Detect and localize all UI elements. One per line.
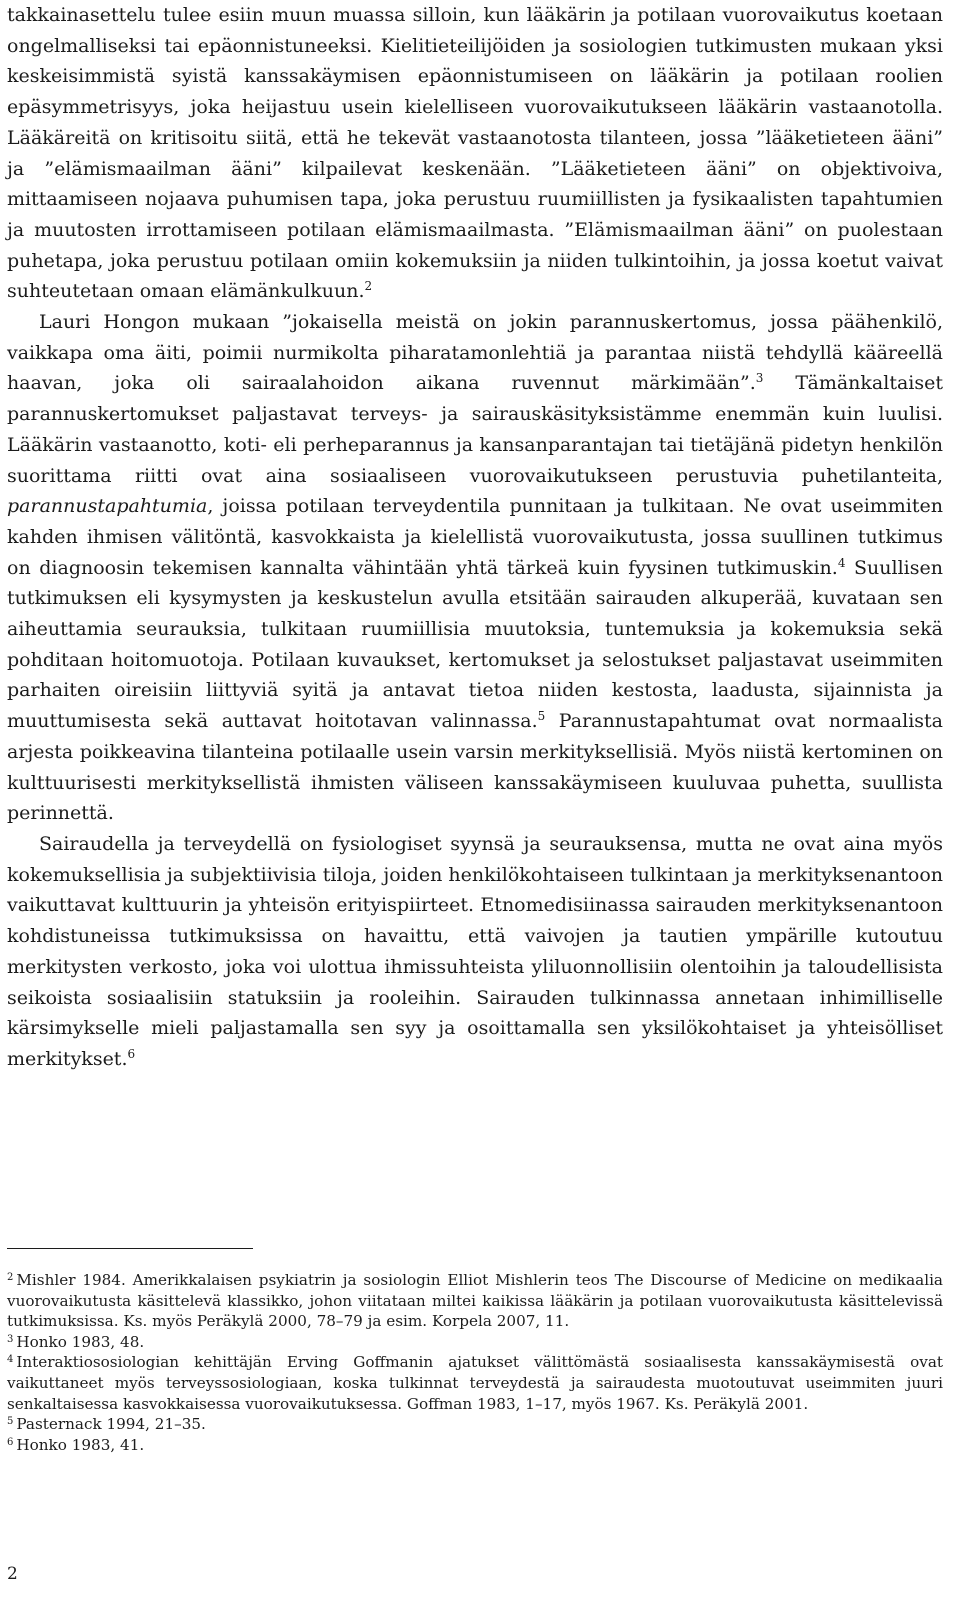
footnote-ref-5: 5 xyxy=(537,709,546,724)
footnote-2 xyxy=(7,1270,943,1332)
footnote-number: 6 xyxy=(7,1436,14,1448)
footnote-ref-3: 3 xyxy=(755,371,764,386)
footnote-text: Interaktiososiologian kehittäjän Erving Goffmanin ajatukset välittömästä sosiaalisesta kanssakäymisestä ovat vaikuttaneet myös terveyssosiologiaan, koska tulkinnat terveydestä ja sairaudesta muotoutuvat useimmiten juuri senkaltaisessa kasvokkaisessa vuorovaikutuksessa. Goffman 1983, 1–17, myös 1967. Ks. Peräkylä 2001. xyxy=(7,1353,943,1413)
footnote-text: Honko 1983, 48. xyxy=(16,1332,145,1351)
body-text xyxy=(7,0,943,1075)
paragraph-3 xyxy=(7,829,943,1075)
footnote-3 xyxy=(7,1332,943,1353)
footnote-number: 3 xyxy=(7,1333,14,1345)
footnote-number: 4 xyxy=(7,1354,14,1366)
footnote-text: Pasternack 1994, 21–35. xyxy=(16,1415,206,1434)
page-number: 2 xyxy=(7,1564,18,1584)
paragraph-3-text: Sairaudella ja terveydellä on fysiologiset syynsä ja seurauksensa, mutta ne ovat aina myös kokemuksellisia ja subjektiivisia tiloja, joiden henkilökohtaiseen tulkintaan ja merkityksenantoon vaikuttavat kulttuurin ja yhteisön erityispiirteet. Etnomedisiinassa sairauden merkityksenantoon kohdistuneissa tutkimuksissa on havaittu, että vaivojen ja tautien ympärille kutoutuu merkitysten verkosto, joka voi ulottua ihmissuhteista yliluonnollisiin olentoihin ja taloudellisista seikoista sosiaalisiin statuksiin ja rooleihin. Sairauden tulkinnassa annetaan inhimilliselle kärsimykselle mieli paljastamalla sen syy ja osoittamalla sen yksilökohtaiset ja yhteisölliset merkitykset. xyxy=(7,832,943,1070)
footnote-ref-6: 6 xyxy=(127,1046,136,1061)
paragraph-1-text: takkainasettelu tulee esiin muun muassa silloin, kun lääkärin ja potilaan vuorovaikutus koetaan ongelmalliseksi tai epäonnistuneeksi. Kielitieteilijöiden ja sosiologien tutkimusten mukaan yksi keskeisimmistä syistä kanssakäymisen epäonnistumiseen on lääkärin ja potilaan roolien epäsymmetrisyys, joka heijastuu usein kielelliseen vuorovaikutukseen lääkärin vastaanotolla. Lääkäreitä on kritisoitu siitä, että he tekevät vastaanotosta tilanteen, jossa ”lääketieteen ääni” ja ”elämismaailman ääni” kilpailevat keskenään. ”Lääketieteen ääni” on objektivoiva, mittaamiseen nojaava puhumisen tapa, joka perustuu ruumiillisten ja fysikaalisten tapahtumien ja muutosten irrottamiseen potilaan elämismaailmasta. ”Elämismaailman ääni” on puolestaan puhetapa, joka perustuu potilaan omiin kokemuksiin ja niiden tulkintoihin, ja jossa koetut vaivat suhteutetaan omaan elämänkulkuun. xyxy=(7,4,943,303)
footnote-5 xyxy=(7,1414,943,1435)
footnote-ref-2: 2 xyxy=(364,279,373,294)
footnote-4 xyxy=(7,1352,943,1414)
paragraph-2-text-c: , joissa potilaan terveydentila punnitaan ja tulkitaan. Ne ovat useimmiten kahden ihmisen välitöntä, kasvokkaista ja kielellistä vuorovaikutusta, jossa suullinen tutkimus on diagnoosin tekemisen kannalta vähintään yhtä tärkeä kuin fyysinen tutkimuskin. xyxy=(7,495,943,579)
footnotes xyxy=(7,1270,943,1455)
footnote-separator xyxy=(7,1248,253,1249)
footnote-number: 2 xyxy=(7,1272,14,1283)
footnote-6 xyxy=(7,1435,943,1456)
footnote-ref-4: 4 xyxy=(837,555,846,570)
footnote-text: Honko 1983, 41. xyxy=(16,1435,145,1454)
paragraph-2-text-e: Parannustapahtumat ovat normaalista arjesta poikkeavina tilanteina potilaalle usein varsin merkityksellisiä. Myös niistä kertominen on kulttuurisesti merkityksellistä ihmisten väliseen kanssakäymiseen kuuluvaa puhetta, suullista perinnettä. xyxy=(7,710,943,825)
paragraph-2-text-d: Suullisen tutkimuksen eli kysymysten ja keskustelun avulla etsitään sairauden alkuperää, kuvataan sen aiheuttamia seurauksia, tulkitaan ruumiillisia muutoksia, tuntemuksia ja kokemuksia sekä pohditaan hoitomuotoja. Potilaan kuvaukset, kertomukset ja selostukset paljastavat useimmiten parhaiten oireisiin liittyviä syitä ja antavat tietoa niiden kestosta, laadusta, sijainnista ja muuttumisesta sekä auttavat hoitotavan valinnassa. xyxy=(7,556,943,733)
paragraph-1 xyxy=(7,0,943,307)
emphasis-parannustapahtumia: parannustapahtumia xyxy=(7,495,208,518)
paragraph-2 xyxy=(7,307,943,829)
paragraph-2-text-b: Tämänkaltaiset parannuskertomukset paljastavat terveys- ja sairauskäsityksistämme enemmän kuin luulisi. Lääkärin vastaanotto, koti- eli perheparannus ja kansanparantajan tai tietäjänä pidetyn henkilön suorittama riitti ovat aina sosiaaliseen vuorovaikutukseen perustuvia puhetilanteita, xyxy=(7,372,944,487)
footnote-number: 5 xyxy=(7,1416,14,1428)
paragraph-2-text-a: Lauri Hongon mukaan ”jokaisella meistä on jokin parannuskertomus, jossa päähenkilö, vaikkapa oma äiti, poimii nurmikolta piharatamonlehtiä ja parantaa niistä tehdyllä kääreellä haavan, joka oli sairaalahoidon aikana ruvennut märkimään”. xyxy=(7,311,943,395)
footnote-text: Mishler 1984. Amerikkalaisen psykiatrin ja sosiologin Elliot Mishlerin teos The Discourse of Medicine on medikaalia vuorovaikutusta käsittelevä klassikko, johon viitataan miltei kaikissa lääkärin ja potilaan vuorovaikutusta käsittelevissä tutkimuksissa. Ks. myös Peräkylä 2000, 78–79 ja esim. Korpela 2007, 11. xyxy=(7,1271,943,1331)
